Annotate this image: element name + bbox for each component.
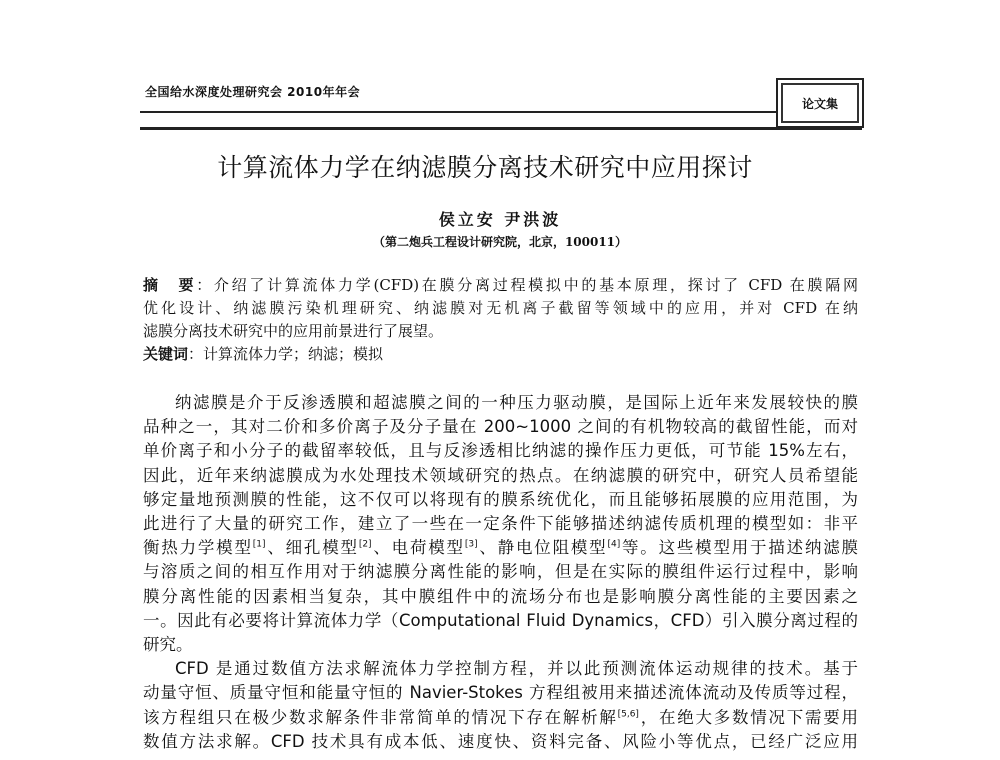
body-line: 研究。 (143, 635, 193, 654)
body-line: 与溶质之间的相互作用对于纳滤膜分离性能的影响，但是在实际的膜组件运行过程中，影响 (143, 562, 858, 582)
body-line: 膜分离性能的因素相当复杂，其中膜组件中的流场分布也是影响膜分离性能的主要因素之 (143, 586, 858, 606)
keywords-text: ：计算流体力学；纳滤；模拟 (188, 345, 384, 363)
citation-ref: [5,6] (617, 709, 639, 720)
body-line: 因此，近年来纳滤膜成为水处理技术领域研究的热点。在纳滤膜的研究中，研究人员希望能 (143, 465, 858, 485)
body-line: CFD 是通过数值方法求解流体力学控制方程，并以此预测流体运动规律的技术。基于 (175, 659, 858, 679)
body-line: 够定量地预测膜的性能，这不仅可以将现有的膜系统优化，而且能够拓展膜的应用范围，为 (143, 489, 858, 509)
body-line: 单价离子和小分子的截留率较低，且与反渗透相比纳滤的操作压力更低，可节能 15%左右， (143, 441, 858, 461)
abstract-line (143, 274, 858, 296)
abstract-line: 优化设计、纳滤膜污染机理研究、纳滤膜对无机离子截留等领域中的应用，并对 CFD 在纳 (143, 299, 858, 317)
abstract-label: 摘 要 (143, 276, 197, 294)
body-line: 此进行了大量的研究工作，建立了一些在一定条件下能够描述纳滤传质机理的模型如：非平 (143, 514, 858, 533)
body-line: 衡热力学模型[1]、细孔模型[2]、电荷模型[3]、静电位阻模型[4]等。这些模型用于描述纳滤膜 (143, 538, 859, 558)
body-line: 一。因此有必要将计算流体力学（Computational Fluid Dynamics，CFD）引入膜分离过程的 (143, 610, 858, 630)
body-line: 动量守恒、质量守恒和能量守恒的 Navier-Stokes 方程组被用来描述流体流动及传质等过程， (143, 683, 858, 703)
citation-ref: [1] (252, 539, 266, 550)
body-line: 纳滤膜是介于反渗透膜和超滤膜之间的一种压力驱动膜，是国际上近年来发展较快的膜 (175, 393, 858, 412)
body-line: 品种之一，其对二价和多价离子及分子量在 200~1000 之间的有机物较高的截留性能，而对 (143, 417, 858, 437)
paper-title: 计算流体力学在纳滤膜分离技术研究中应用探讨 (217, 153, 753, 182)
body-line: 该方程组只在极少数求解条件非常简单的情况下存在解析解[5,6]，在绝大多数情况下需要用 (143, 707, 859, 727)
header-rule-top (140, 111, 776, 113)
authors: 侯立安 尹洪波 (438, 210, 562, 229)
body-line: 数值方法求解。CFD 技术具有成本低、速度快、资料完备、风险小等优点，已经广泛应用 (143, 731, 858, 751)
proceedings-label-box (776, 78, 864, 128)
citation-ref: [3] (464, 539, 478, 550)
affiliation: （第二炮兵工程设计研究院，北京，100011） (372, 235, 628, 249)
citation-ref: [2] (358, 539, 372, 550)
header-rule-bottom (140, 127, 862, 130)
citation-ref: [4] (607, 539, 621, 550)
conference-header: 全国给水深度处理研究会 2010年年会 (145, 85, 361, 99)
abstract-line: 滤膜分离技术研究中的应用前景进行了展望。 (143, 322, 444, 340)
keywords-label: 关键词 (143, 345, 189, 363)
proceedings-label: 论文集 (801, 97, 838, 111)
keywords-line (143, 343, 858, 365)
abstract-text: ：介绍了计算流体力学(CFD)在膜分离过程模拟中的基本原理，探讨了 CFD 在膜隔网 (196, 276, 858, 294)
